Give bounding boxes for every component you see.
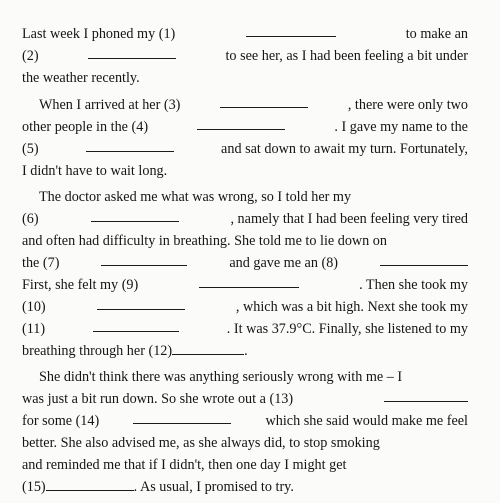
- passage-line: [22, 160, 468, 182]
- passage-line: [22, 388, 468, 410]
- passage-line: [22, 116, 468, 138]
- passage-line: [22, 138, 468, 160]
- passage-text: Last week I phoned my (1): [22, 26, 176, 42]
- passage-line: [22, 476, 468, 498]
- passage-text: The doctor asked me what was wrong, so I told her my: [39, 189, 352, 205]
- passage-line: [22, 410, 468, 432]
- passage-text: and gave me an (8): [229, 255, 339, 271]
- passage-text: the (7): [22, 255, 60, 271]
- passage-text: for some (14): [22, 413, 100, 429]
- passage-text: to see her, as I had been feeling a bit under: [225, 48, 468, 64]
- passage-text: (5): [22, 141, 39, 157]
- passage-text: (15): [22, 479, 46, 495]
- passage-text: When I arrived at her (3): [39, 97, 181, 113]
- passage-text: , namely that I had been feeling very tired: [230, 211, 468, 227]
- passage-text: .: [244, 343, 248, 359]
- answer-blank-2[interactable]: [88, 45, 176, 59]
- passage-text: , there were only two: [347, 97, 468, 113]
- passage-text: and often had difficulty in breathing. She told me to lie down on: [22, 233, 387, 249]
- passage-text: the weather recently.: [22, 70, 140, 86]
- passage-text: She didn't think there was anything seriously wrong with me – I: [39, 369, 403, 385]
- passage-line: [22, 318, 468, 340]
- passage-line: [22, 252, 468, 274]
- answer-blank-11[interactable]: [93, 318, 179, 332]
- passage-line: [22, 45, 468, 67]
- passage-text: other people in the (4): [22, 119, 149, 135]
- passage-line: [22, 296, 468, 318]
- passage-line: [22, 230, 468, 252]
- answer-blank-15[interactable]: [46, 477, 134, 491]
- passage-line: [22, 366, 468, 388]
- passage-text: . Then she took my: [359, 277, 468, 293]
- passage-text: (10): [22, 299, 46, 315]
- passage-line: [22, 454, 468, 476]
- passage-text: . I gave my name to the: [334, 119, 468, 135]
- answer-blank-4[interactable]: [197, 116, 285, 130]
- passage-text: was just a bit run down. So she wrote out a (13): [22, 391, 294, 407]
- answer-blank-6[interactable]: [91, 208, 179, 222]
- passage-text: , which was a bit high. Next she took my: [235, 299, 468, 315]
- passage-line: [22, 94, 468, 116]
- passage-text: . It was 37.9°C. Finally, she listened to my: [226, 321, 468, 337]
- answer-blank-7[interactable]: [101, 252, 187, 266]
- passage-text: (6): [22, 211, 39, 227]
- answer-blank-12[interactable]: [172, 341, 244, 355]
- passage-text: and reminded me that if I didn't, then one day I might get: [22, 457, 347, 473]
- passage-text: . As usual, I promised to try.: [133, 479, 294, 495]
- passage-line: [22, 432, 468, 454]
- passage-text: (11): [22, 321, 46, 337]
- passage-text: First, she felt my (9): [22, 277, 139, 293]
- passage-text: and sat down to await my turn. Fortunately,: [221, 141, 468, 157]
- passage-line: [22, 208, 468, 230]
- passage-text: to make an: [405, 26, 468, 42]
- passage-line: [22, 23, 468, 45]
- answer-blank-8[interactable]: [380, 252, 468, 266]
- passage-text: which she said would make me feel: [265, 413, 468, 429]
- answer-blank-5[interactable]: [86, 138, 174, 152]
- answer-blank-9[interactable]: [199, 274, 299, 288]
- answer-blank-1[interactable]: [246, 23, 336, 37]
- passage-text: (2): [22, 48, 39, 64]
- answer-blank-3[interactable]: [220, 94, 308, 108]
- passage-text: I didn't have to wait long.: [22, 163, 168, 179]
- answer-blank-14[interactable]: [133, 410, 231, 424]
- passage-text: better. She also advised me, as she always did, to stop smoking: [22, 435, 380, 451]
- passage-line: [22, 67, 468, 89]
- passage-line: [22, 186, 468, 208]
- answer-blank-10[interactable]: [97, 296, 185, 310]
- passage-line: [22, 340, 468, 362]
- answer-blank-13[interactable]: [384, 388, 468, 402]
- passage-text: breathing through her (12): [22, 343, 173, 359]
- passage-line: [22, 274, 468, 296]
